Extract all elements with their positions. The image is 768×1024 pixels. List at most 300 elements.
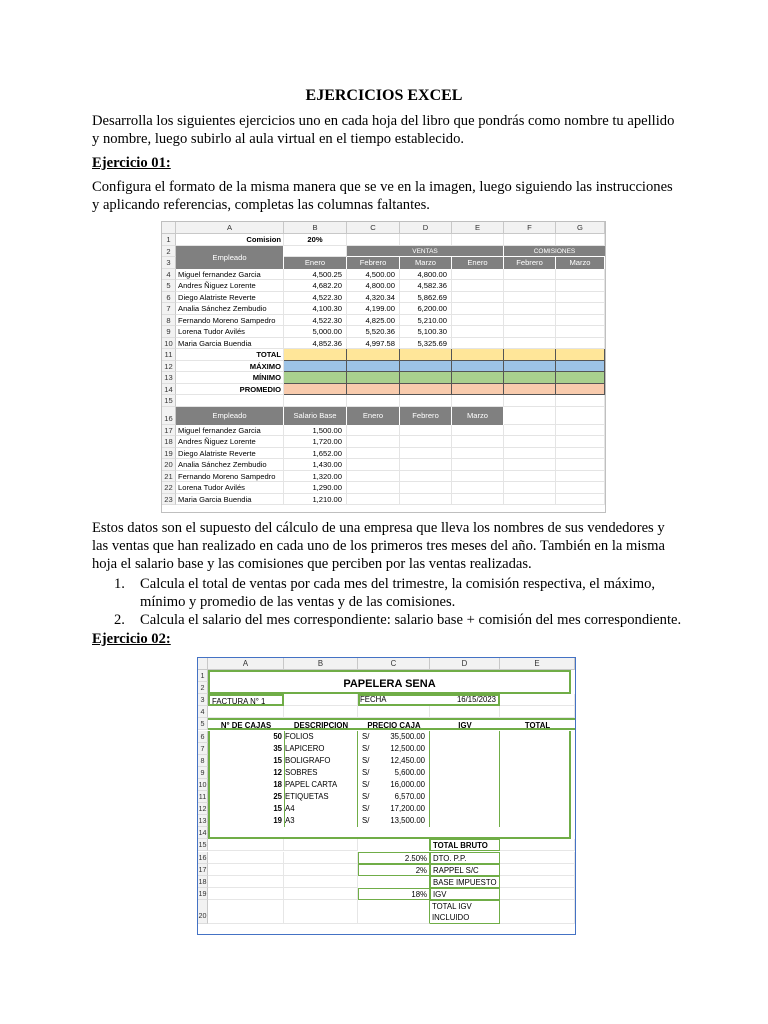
row-header: 20 xyxy=(198,900,208,924)
sales-value: 5,520.36 xyxy=(347,326,400,338)
table-header: PRECIO CAJA xyxy=(358,718,430,730)
cell xyxy=(500,839,575,851)
summary-cell xyxy=(504,372,556,384)
row-header: 16 xyxy=(162,407,176,425)
cell xyxy=(504,471,556,483)
cajas-value: 18 xyxy=(208,779,284,791)
summary-cell xyxy=(284,349,347,361)
column-header: C xyxy=(347,222,400,234)
sales-value: 5,100.30 xyxy=(400,326,452,338)
spreadsheet-exercise-1 xyxy=(161,221,606,513)
summary-cell xyxy=(556,384,605,396)
description-value: ETIQUETAS xyxy=(284,791,358,803)
row-header: 8 xyxy=(198,755,208,767)
cell xyxy=(284,864,358,876)
cell xyxy=(400,482,452,494)
cajas-value: 15 xyxy=(208,803,284,815)
cell xyxy=(347,459,400,471)
summary-cell xyxy=(347,361,400,373)
summary-cell xyxy=(347,384,400,396)
cell xyxy=(500,791,571,803)
cell xyxy=(500,779,571,791)
step-text: Calcula el total de ventas por cada mes del trimestre, la comisión respectiva, el máximo, mínimo y promedio de las ventas y de las comisiones. xyxy=(140,576,656,610)
description-value: A4 xyxy=(284,803,358,815)
step-number: 2. xyxy=(114,612,125,628)
summary-cell xyxy=(556,372,605,384)
price-value: 17,200.00 xyxy=(378,803,430,815)
sales-value: 4,582.36 xyxy=(400,280,452,292)
table-header: TOTAL xyxy=(500,718,575,730)
table-header: DESCRIPCION xyxy=(284,718,358,730)
salary-value: 1,500.00 xyxy=(284,425,347,437)
row-header: 18 xyxy=(162,436,176,448)
cell xyxy=(430,803,500,815)
fecha-value: 16/15/2023 xyxy=(456,695,496,705)
salary-header: Empleado xyxy=(176,407,284,425)
currency-symbol: S/ xyxy=(362,743,370,753)
cell xyxy=(500,755,571,767)
row-header: 3 xyxy=(198,694,208,706)
sales-value: 4,320.34 xyxy=(347,292,400,304)
cell xyxy=(208,864,284,876)
row-header: 2 xyxy=(198,682,208,694)
cell xyxy=(452,269,504,281)
description-value: LAPICERO xyxy=(284,743,358,755)
price-value: 12,500.00 xyxy=(378,743,430,755)
cell xyxy=(556,407,605,425)
cell xyxy=(504,407,556,425)
column-header: F xyxy=(504,222,556,234)
cell xyxy=(430,767,500,779)
salary-value: 1,720.00 xyxy=(284,436,347,448)
salary-value: 1,430.00 xyxy=(284,459,347,471)
row-header: 12 xyxy=(162,361,176,373)
row-header: 10 xyxy=(198,779,208,791)
exercise-2-heading: Ejercicio 02: xyxy=(92,631,171,647)
cell xyxy=(556,269,605,281)
cell xyxy=(504,395,556,407)
cell xyxy=(430,755,500,767)
employee-name: Diego Alatriste Reverte xyxy=(176,292,284,304)
cell xyxy=(504,280,556,292)
summary-cell xyxy=(504,361,556,373)
month-header: Febrero xyxy=(347,257,400,269)
step-item xyxy=(92,575,682,611)
cell xyxy=(500,731,571,743)
sales-value: 4,852.36 xyxy=(284,338,347,350)
cell xyxy=(500,694,575,706)
column-header: B xyxy=(284,658,358,670)
summary-cell xyxy=(400,349,452,361)
summary-label: DTO. P.P. xyxy=(430,852,500,864)
cell xyxy=(347,482,400,494)
employee-name: Lorena Tudor Avilés xyxy=(176,482,284,494)
cell xyxy=(400,448,452,460)
cell xyxy=(284,876,358,888)
summary-label: RAPPEL S/C xyxy=(430,864,500,876)
currency-symbol: S/ xyxy=(362,804,370,814)
cell xyxy=(556,471,605,483)
fecha-label: FECHA xyxy=(360,695,387,705)
table-header: N° DE CAJAS xyxy=(208,718,284,730)
row-header: 4 xyxy=(198,706,208,718)
cell xyxy=(556,315,605,327)
step-number: 1. xyxy=(114,576,125,592)
cell xyxy=(556,482,605,494)
percent-value xyxy=(358,876,430,888)
step-item xyxy=(92,611,682,629)
cell xyxy=(504,303,556,315)
row-header: 23 xyxy=(162,494,176,506)
cell xyxy=(284,888,358,900)
employee-name: Analia Sánchez Zembudio xyxy=(176,303,284,315)
row-header: 15 xyxy=(162,395,176,407)
comision-value: 20% xyxy=(284,234,347,246)
cell xyxy=(500,852,575,864)
summary-cell xyxy=(556,349,605,361)
row-header: 19 xyxy=(162,448,176,460)
month-header: Marzo xyxy=(400,257,452,269)
cell xyxy=(556,448,605,460)
column-header: D xyxy=(400,222,452,234)
cell xyxy=(556,459,605,471)
column-header: E xyxy=(452,222,504,234)
currency-symbol: S/ xyxy=(362,767,370,777)
cell xyxy=(556,292,605,304)
salary-value: 1,652.00 xyxy=(284,448,347,460)
row-header: 11 xyxy=(198,791,208,803)
summary-label: IGV xyxy=(430,888,500,900)
cell xyxy=(208,706,284,718)
exercise-1-description: Estos datos son el supuesto del cálculo de una empresa que lleva los nombres de sus vendedores y las ventas que han realizado en cada uno de los primeros tres meses del año. También en la misma hoja el salario base y las comisiones que perciben por las ventas realizadas. xyxy=(92,520,665,572)
currency-symbol: S/ xyxy=(362,779,370,789)
exercise-1-instruction: Configura el formato de la misma manera que se ve en la imagen, luego siguiendo las instrucciones y aplicando referencias, completas las columnas faltantes. xyxy=(92,179,673,213)
page-title: EJERCICIOS EXCEL xyxy=(305,87,463,104)
currency-symbol: S/ xyxy=(362,731,370,741)
cell xyxy=(452,280,504,292)
spreadsheet-exercise-2 xyxy=(197,657,576,935)
cell xyxy=(556,303,605,315)
cell xyxy=(504,269,556,281)
cell xyxy=(400,494,452,506)
salary-value: 1,320.00 xyxy=(284,471,347,483)
row-header: 9 xyxy=(162,326,176,338)
cell xyxy=(556,280,605,292)
cell xyxy=(284,852,358,864)
summary-cell xyxy=(347,349,400,361)
cell xyxy=(504,315,556,327)
comisiones-header: COMISIONES xyxy=(504,246,605,258)
row-header: 14 xyxy=(162,384,176,396)
sheet-title: PAPELERA SENA xyxy=(208,670,571,694)
cell xyxy=(452,292,504,304)
intro-paragraph: Desarrolla los siguientes ejercicios uno en cada hoja del libro que pondrás como nombre tu apellido y nombre, luego subirlo al aula virtual en el tiempo establecido. xyxy=(92,113,675,147)
cell xyxy=(452,459,504,471)
row-header: 17 xyxy=(162,425,176,437)
cell xyxy=(430,731,500,743)
comision-label: Comision xyxy=(176,234,284,246)
cell xyxy=(500,743,571,755)
description-value: SOBRES xyxy=(284,767,358,779)
cell xyxy=(430,743,500,755)
sales-value: 5,000.00 xyxy=(284,326,347,338)
cell xyxy=(452,303,504,315)
cell xyxy=(284,694,358,706)
row-header: 20 xyxy=(162,459,176,471)
summary-label: MÍNIMO xyxy=(176,372,284,384)
price-value: 13,500.00 xyxy=(378,815,430,827)
cell xyxy=(452,326,504,338)
cell xyxy=(452,395,504,407)
price-value: 6,570.00 xyxy=(378,791,430,803)
row-header: 3 xyxy=(162,257,176,269)
row-header: 6 xyxy=(198,731,208,743)
row-header: 7 xyxy=(162,303,176,315)
summary-label: TOTAL IGV xyxy=(430,900,500,912)
sales-value: 5,325.69 xyxy=(400,338,452,350)
price-value: 5,600.00 xyxy=(378,767,430,779)
cell xyxy=(347,425,400,437)
summary-cell xyxy=(284,361,347,373)
cell xyxy=(500,864,575,876)
cell xyxy=(208,852,284,864)
factura-label: FACTURA N° 1 xyxy=(208,694,284,706)
month-header: Febrero xyxy=(504,257,556,269)
cell xyxy=(504,494,556,506)
sales-value: 5,210.00 xyxy=(400,315,452,327)
cajas-value: 50 xyxy=(208,731,284,743)
cell xyxy=(452,436,504,448)
cell xyxy=(504,292,556,304)
summary-cell xyxy=(556,361,605,373)
cell xyxy=(347,448,400,460)
currency-symbol: S/ xyxy=(362,792,370,801)
cell xyxy=(500,888,575,900)
percent-value: 2% xyxy=(358,864,430,876)
cell xyxy=(556,425,605,437)
row-header: 17 xyxy=(198,864,208,876)
cell xyxy=(284,900,358,924)
step-text: Calcula el salario del mes correspondiente: salario base + comisión del mes correspondiente. xyxy=(140,612,682,628)
corner-cell xyxy=(198,658,208,670)
month-header: Enero xyxy=(452,257,504,269)
sales-value: 6,200.00 xyxy=(400,303,452,315)
salary-header: Febrero xyxy=(400,407,452,425)
cell xyxy=(208,900,284,924)
cell xyxy=(284,839,358,851)
sales-value: 4,522.30 xyxy=(284,292,347,304)
cell xyxy=(504,338,556,350)
summary-label: INCLUIDO xyxy=(430,912,500,924)
summary-cell xyxy=(452,384,504,396)
column-header: E xyxy=(500,658,575,670)
summary-cell xyxy=(284,384,347,396)
cell xyxy=(504,459,556,471)
cell xyxy=(284,706,358,718)
cell xyxy=(400,436,452,448)
cell xyxy=(347,494,400,506)
sales-value: 4,522.30 xyxy=(284,315,347,327)
cell xyxy=(500,876,575,888)
sales-value: 4,500.00 xyxy=(347,269,400,281)
row-header: 6 xyxy=(162,292,176,304)
cell xyxy=(452,471,504,483)
cell xyxy=(208,876,284,888)
sales-value: 4,997.58 xyxy=(347,338,400,350)
row-header: 9 xyxy=(198,767,208,779)
cell xyxy=(347,395,400,407)
employee-name: Miguel fernandez Garcia xyxy=(176,425,284,437)
cell xyxy=(504,425,556,437)
sales-value: 4,500.25 xyxy=(284,269,347,281)
salary-value: 1,210.00 xyxy=(284,494,347,506)
summary-cell xyxy=(400,361,452,373)
summary-cell xyxy=(400,384,452,396)
cell xyxy=(556,338,605,350)
summary-cell xyxy=(452,349,504,361)
employee-name: Andres Ñiguez Lorente xyxy=(176,436,284,448)
cell xyxy=(504,482,556,494)
cell xyxy=(504,436,556,448)
row-header: 15 xyxy=(198,839,208,851)
sales-value: 4,199.00 xyxy=(347,303,400,315)
row-header: 1 xyxy=(162,234,176,246)
currency-symbol: S/ xyxy=(362,816,370,826)
cell xyxy=(452,448,504,460)
cell xyxy=(452,425,504,437)
salary-header: Marzo xyxy=(452,407,504,425)
exercise-1-heading: Ejercicio 01: xyxy=(92,155,171,171)
cell xyxy=(400,425,452,437)
employee-name: Analia Sánchez Zembudio xyxy=(176,459,284,471)
cell xyxy=(500,767,571,779)
cell xyxy=(358,706,430,718)
employee-name: Miguel fernandez Garcia xyxy=(176,269,284,281)
row-header: 18 xyxy=(198,876,208,888)
salary-value: 1,290.00 xyxy=(284,482,347,494)
cell xyxy=(347,234,400,246)
summary-cell xyxy=(452,361,504,373)
column-header: A xyxy=(176,222,284,234)
summary-cell xyxy=(284,372,347,384)
sales-value: 4,800.00 xyxy=(347,280,400,292)
empleado-header: Empleado xyxy=(176,246,284,269)
row-header: 1 xyxy=(198,670,208,682)
row-header: 21 xyxy=(162,471,176,483)
row-header: 16 xyxy=(198,852,208,864)
sales-value: 4,825.00 xyxy=(347,315,400,327)
column-header: B xyxy=(284,222,347,234)
column-header: D xyxy=(430,658,500,670)
summary-cell xyxy=(452,372,504,384)
sales-value: 4,800.00 xyxy=(400,269,452,281)
row-header: 8 xyxy=(162,315,176,327)
row-header: 14 xyxy=(198,827,208,839)
cajas-value: 25 xyxy=(208,791,284,803)
cell xyxy=(430,791,500,803)
cell xyxy=(284,395,347,407)
cell xyxy=(430,779,500,791)
row-header: 4 xyxy=(162,269,176,281)
employee-name: Andres Ñiguez Lorente xyxy=(176,280,284,292)
description-value: BOLIGRAFO xyxy=(284,755,358,767)
description-value: PAPEL CARTA xyxy=(284,779,358,791)
steps-list xyxy=(92,575,682,629)
cell xyxy=(452,338,504,350)
row-header: 13 xyxy=(198,815,208,827)
row-header: 11 xyxy=(162,349,176,361)
salary-header: Salario Base xyxy=(284,407,347,425)
ventas-header: VENTAS xyxy=(347,246,504,258)
description-value: A3 xyxy=(284,815,358,827)
column-header: G xyxy=(556,222,605,234)
table-header: IGV xyxy=(430,718,500,730)
summary-cell xyxy=(347,372,400,384)
cell xyxy=(400,395,452,407)
employee-name: Maria Garcia Buendia xyxy=(176,494,284,506)
row-header: 5 xyxy=(162,280,176,292)
currency-symbol: S/ xyxy=(362,755,370,765)
month-header: Enero xyxy=(284,257,347,269)
percent-value xyxy=(358,839,430,851)
price-value: 12,450.00 xyxy=(378,755,430,767)
cell xyxy=(500,803,571,815)
row-header: 13 xyxy=(162,372,176,384)
employee-name: Maria Garcia Buendia xyxy=(176,338,284,350)
cell xyxy=(176,395,284,407)
cajas-value: 19 xyxy=(208,815,284,827)
summary-cell xyxy=(400,372,452,384)
sales-value: 4,682.20 xyxy=(284,280,347,292)
cell xyxy=(430,815,500,827)
cell xyxy=(500,900,575,924)
cell xyxy=(400,234,452,246)
cell xyxy=(400,459,452,471)
cajas-value: 15 xyxy=(208,755,284,767)
summary-cell xyxy=(504,349,556,361)
cell xyxy=(358,900,430,924)
summary-label: TOTAL BRUTO xyxy=(430,839,500,851)
summary-label: BASE IMPUESTO xyxy=(430,876,500,888)
summary-label: PROMEDIO xyxy=(176,384,284,396)
employee-name: Lorena Tudor Avilés xyxy=(176,326,284,338)
percent-value: 2.50% xyxy=(358,852,430,864)
cell xyxy=(556,234,605,246)
price-value: 16,000.00 xyxy=(378,779,430,791)
cell xyxy=(208,839,284,851)
cell xyxy=(556,436,605,448)
cajas-value: 35 xyxy=(208,743,284,755)
price-value: 35,500.00 xyxy=(378,731,430,743)
cajas-value: 12 xyxy=(208,767,284,779)
cell xyxy=(452,234,504,246)
summary-label: MÁXIMO xyxy=(176,361,284,373)
month-header: Marzo xyxy=(556,257,605,269)
corner-cell xyxy=(162,222,176,234)
row-header: 5 xyxy=(198,718,208,730)
row-header: 2 xyxy=(162,246,176,258)
salary-header: Enero xyxy=(347,407,400,425)
employee-name: Fernando Moreno Sampedro xyxy=(176,471,284,483)
summary-label: TOTAL xyxy=(176,349,284,361)
cell xyxy=(504,326,556,338)
percent-value: 18% xyxy=(358,888,430,900)
cell xyxy=(504,448,556,460)
cell xyxy=(347,436,400,448)
column-header: C xyxy=(358,658,430,670)
employee-name: Diego Alatriste Reverte xyxy=(176,448,284,460)
cell xyxy=(452,482,504,494)
